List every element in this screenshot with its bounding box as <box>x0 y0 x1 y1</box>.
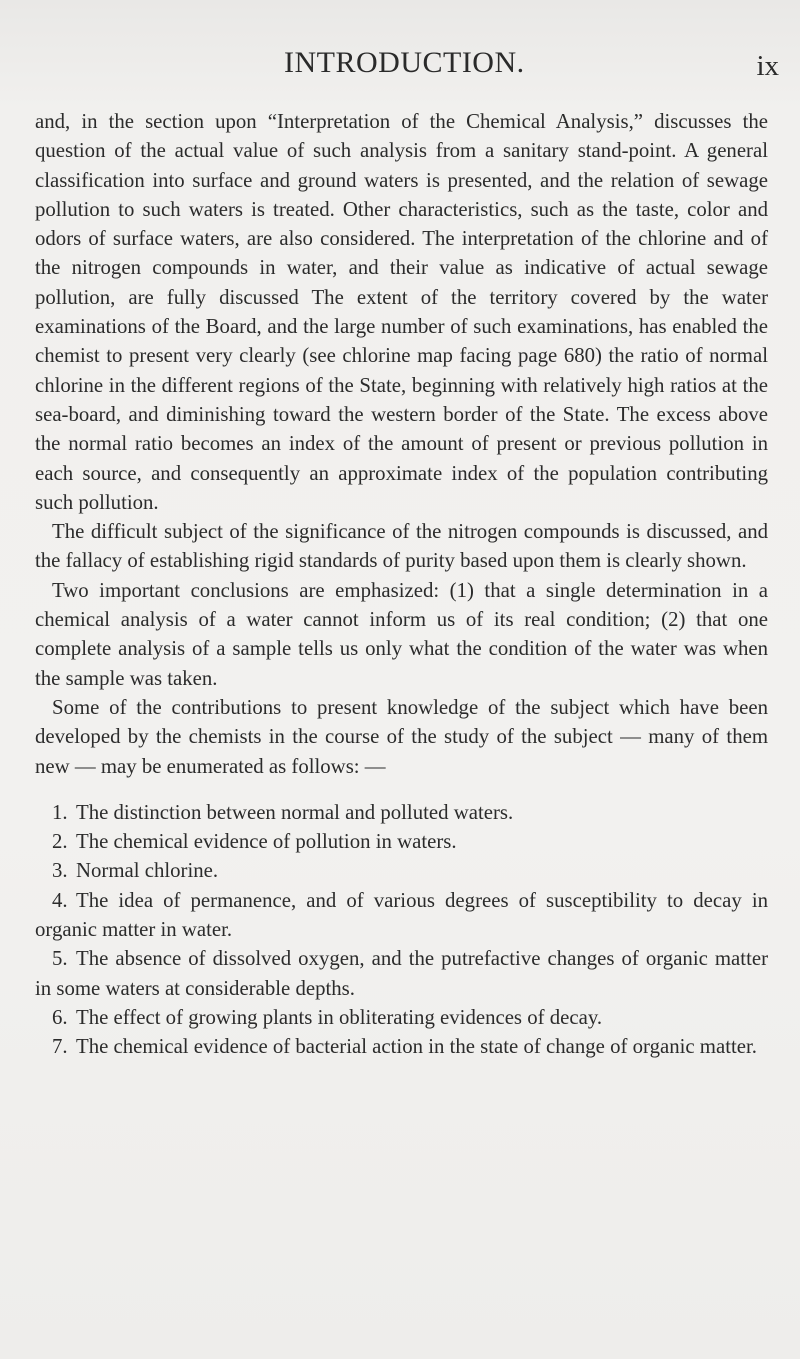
list-item-number: 4. <box>52 888 68 912</box>
list-item <box>35 944 768 1003</box>
list-item <box>35 886 768 945</box>
list-item-number: 1. <box>52 800 68 824</box>
list-item-text: The effect of growing plants in obliterating evidences of decay. <box>76 1005 603 1029</box>
page-number: ix <box>756 50 779 82</box>
list-item-number: 2. <box>52 830 68 854</box>
list-item <box>35 827 768 856</box>
list-item-text: Normal chlorine. <box>76 859 219 883</box>
list-item-text: The absence of dissolved oxygen, and the putrefactive changes of organic matter in some waters at considerable depths. <box>35 947 768 1000</box>
paragraph-conclusions: Two important conclusions are emphasized: (1) that a single determination in a chemical analysis of a water cannot inform us of its real condition; (2) that one complete analysis of a sample tells us only what the condition of the water was when the sample was taken. <box>35 578 768 690</box>
list-item <box>35 856 768 885</box>
list-item-number: 7. <box>52 1035 68 1059</box>
paragraph-nitrogen: The difficult subject of the significance of the nitrogen compounds is discussed, and the fallacy of establishing rigid standards of purity based upon them is clearly shown. <box>35 520 768 573</box>
list-item-text: The chemical evidence of pollution in waters. <box>76 830 457 854</box>
body-text <box>35 107 768 1062</box>
contributions-list <box>35 798 768 1062</box>
list-item-number: 6. <box>52 1005 68 1029</box>
list-item-text: The chemical evidence of bacterial action in the state of change of organic matter. <box>76 1035 757 1059</box>
list-item-number: 3. <box>52 859 68 883</box>
list-item <box>35 1003 768 1032</box>
list-item-number: 5. <box>52 947 68 971</box>
running-head-title: INTRODUCTION. <box>284 46 525 79</box>
paragraph-interpretation: and, in the section upon “Interpretation of the Chemical Analysis,” discusses the question of the actual value of such analysis from a sanitary stand-point. A general classification into surface and ground waters is presented, and the relation of sewage pollution to such waters is treated. Other characteristics, such as the taste, color and odors of surface waters, are also considered. The interpretation of the chlorine and of the nitrogen compounds in water, and their value as indicative of actual sewage pollution, are fully discussed The extent of the territory covered by the water examinations of the Board, and the large number of such examinations, has enabled the chemist to present very clearly (see chlorine map facing page 680) the ratio of normal chlorine in the different regions of the State, beginning with relatively high ratios at the sea-board, and diminishing toward the western border of the State. The excess above the normal ratio becomes an index of the amount of present or previous pollution in each source, and consequently an approximate index of the population contributing such pollution. <box>35 110 768 514</box>
list-item <box>35 1032 768 1061</box>
list-item-text: The idea of permanence, and of various degrees of susceptibility to decay in organic matter in water. <box>35 888 768 942</box>
list-item-text: The distinction between normal and polluted waters. <box>76 800 514 824</box>
running-head <box>0 46 800 86</box>
list-item <box>35 798 768 827</box>
paragraph-contributions: Some of the contributions to present knowledge of the subject which have been developed by the chemists in the course of the study of the subject — many of them new — may be enumerated as follows: — <box>35 695 768 778</box>
